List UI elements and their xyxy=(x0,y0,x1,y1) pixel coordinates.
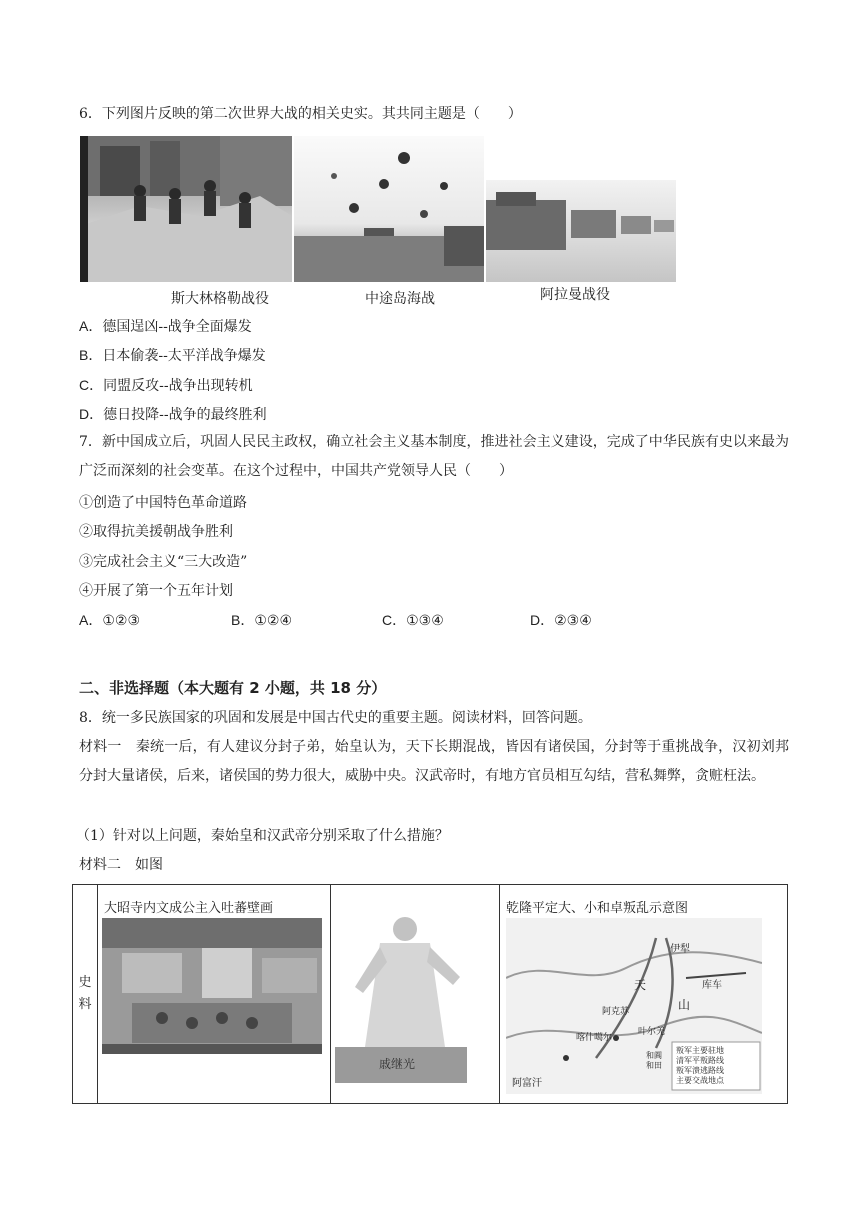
q7-option-d[interactable]: D．②③④ xyxy=(530,612,592,629)
mural-title: 大昭寺内文成公主入吐蕃壁画 xyxy=(104,901,274,916)
map-cell xyxy=(500,885,788,1104)
statue-plate: 戚继光 xyxy=(379,1057,416,1071)
statue-cell xyxy=(331,885,500,1104)
q7-option-a[interactable]: A．①②③ xyxy=(79,612,140,629)
q7-stem: 7．新中国成立后，巩固人民民主政权，确立社会主义基本制度，推进社会主义建设，完成了中华民族有史以来最为广泛而深刻的社会变革。在这个过程中，中国共产党领导人民（ ） xyxy=(79,434,789,479)
q8-stem: 8．统一多民族国家的巩固和发展是中国古代史的重要主题。阅读材料，回答问题。 xyxy=(79,710,592,726)
mural-image xyxy=(102,918,322,1054)
q8-material-2-label: 材料二 如图 xyxy=(79,857,163,873)
stalingrad-photo xyxy=(80,136,292,282)
caption-midway: 中途岛海战 xyxy=(365,290,435,306)
q7-item-1: ①创造了中国特色革命道路 xyxy=(79,495,247,511)
q7-option-b[interactable]: B．①②④ xyxy=(231,612,292,629)
map-label-tian: 天 xyxy=(634,978,647,992)
map-legend: 叛军主要驻地 清军平叛路线 叛军溃逃路线 主要交战地点 xyxy=(676,1046,724,1085)
q6-option-d[interactable]: D．德日投降--战争的最终胜利 xyxy=(79,406,267,423)
q8-material-1: 材料一 秦统一后，有人建议分封子弟，始皇认为，天下长期混战，皆因有诸侯国，分封等于重挑战争，汉初刘邦分封大量诸侯，后来，诸侯国的势力很大，威胁中央。汉武帝时，有地方官员相互勾结，营私舞弊，贪赃枉法。 xyxy=(79,739,789,784)
el-alamein-photo xyxy=(486,180,676,282)
map-label-yeerqiang: 叶尔羌 xyxy=(638,1027,666,1037)
map-label-yili: 伊犁 xyxy=(670,944,690,955)
caption-stalingrad: 斯大林格勒战役 xyxy=(171,290,269,306)
map-label-hetian: 和阗 xyxy=(646,1051,662,1060)
q6-option-b[interactable]: B．日本偷袭--太平洋战争爆发 xyxy=(79,347,266,364)
midway-photo xyxy=(294,136,484,282)
q7-item-2: ②取得抗美援朝战争胜利 xyxy=(79,524,233,540)
statue-image xyxy=(335,907,467,1083)
material-2-table xyxy=(72,884,788,1104)
row-label: 史料 xyxy=(73,885,98,1104)
q7-option-c[interactable]: C．①③④ xyxy=(382,612,444,629)
map-image xyxy=(506,918,762,1094)
caption-el-alamein: 阿拉曼战役 xyxy=(540,286,610,302)
map-label-kashgar: 喀什噶尔 xyxy=(576,1033,613,1043)
q8-subquestion-1: （1）针对以上问题，秦始皇和汉武帝分别采取了什么措施？ xyxy=(76,828,449,844)
map-label-shan: 山 xyxy=(678,998,691,1012)
map-label-afghanistan: 阿富汗 xyxy=(512,1078,542,1089)
mural-cell xyxy=(98,885,331,1104)
q6-option-c[interactable]: C．同盟反攻--战争出现转机 xyxy=(79,377,253,394)
q6-stem: 6．下列图片反映的第二次世界大战的相关史实。其共同主题是（ ） xyxy=(79,106,522,122)
q7-item-4: ④开展了第一个五年计划 xyxy=(79,583,233,599)
section-title: 二、非选择题（本大题有 2 小题，共 18 分） xyxy=(79,679,387,697)
map-label-hetian-2: 和田 xyxy=(646,1061,662,1070)
map-label-akesu: 阿克苏 xyxy=(602,1007,630,1017)
q7-item-3: ③完成社会主义“三大改造” xyxy=(79,554,248,570)
q6-option-a[interactable]: A．德国逞凶--战争全面爆发 xyxy=(79,318,252,335)
map-title: 乾隆平定大、小和卓叛乱示意图 xyxy=(506,901,689,916)
map-label-kuche: 库车 xyxy=(702,980,722,991)
